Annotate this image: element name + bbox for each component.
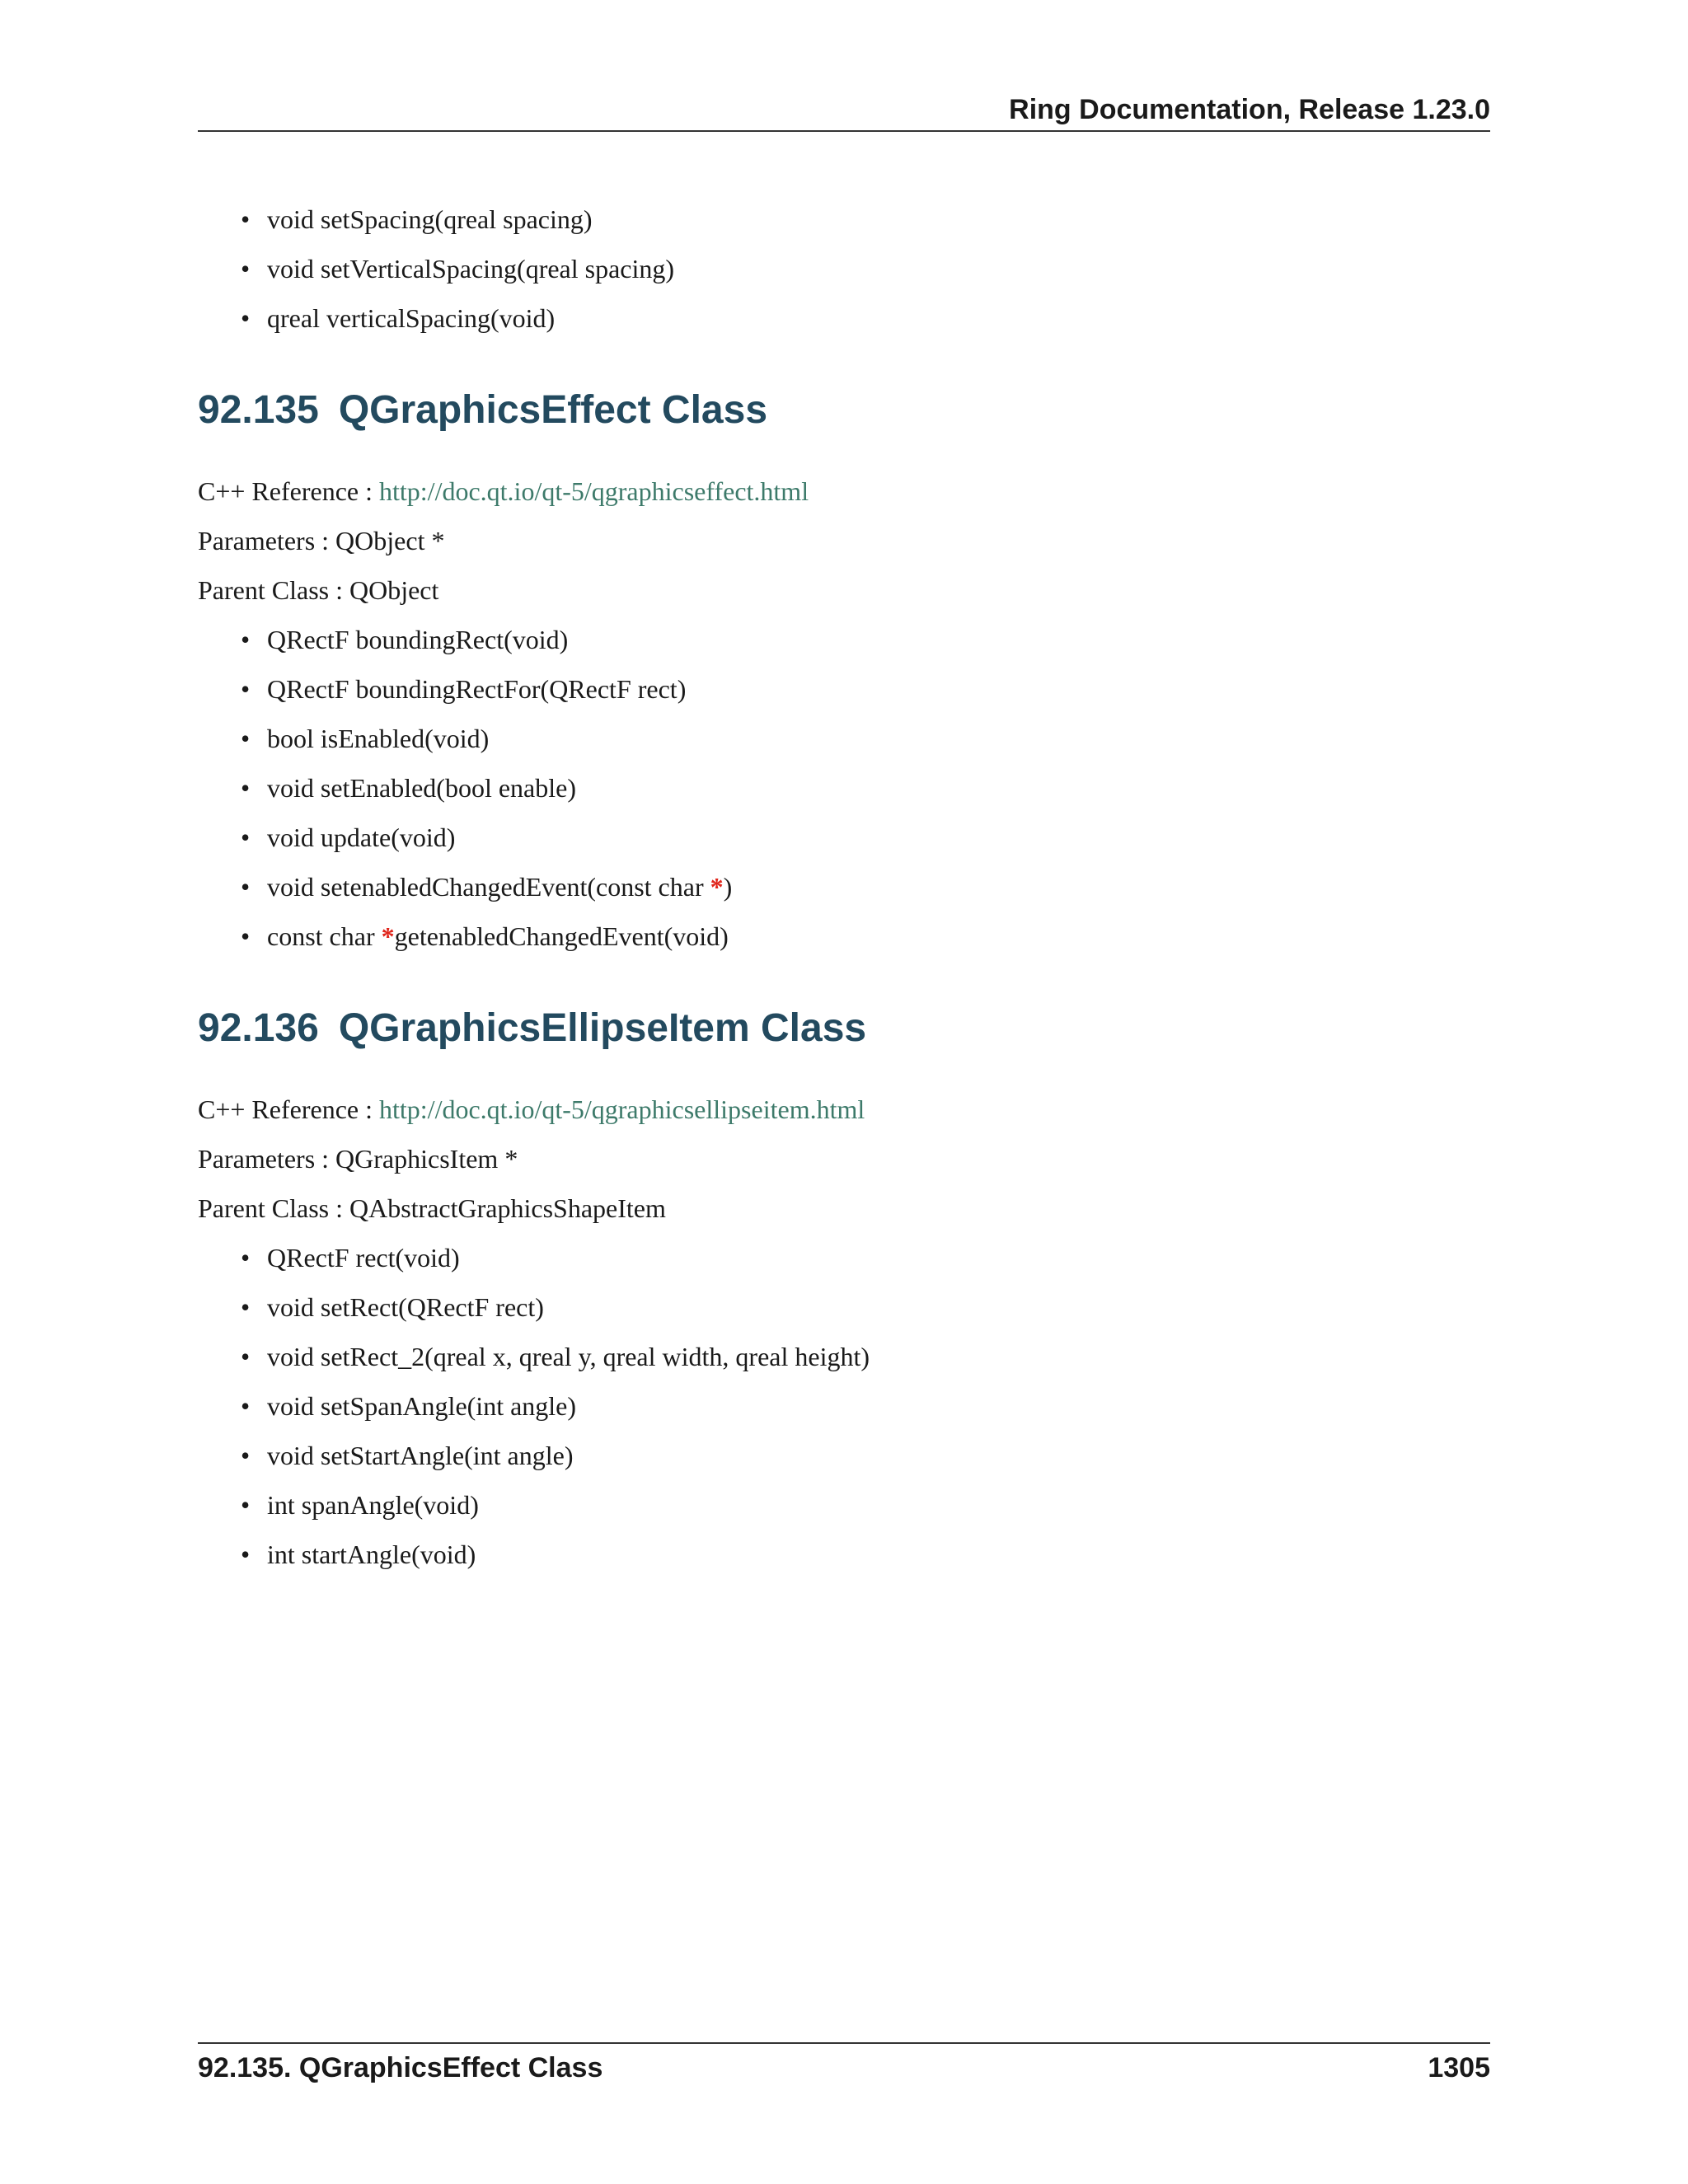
footer-rule — [198, 2042, 1490, 2044]
section-heading-qgraphicseffect — [198, 386, 1490, 435]
list-item: • void setSpanAngle(int angle) — [267, 1381, 1490, 1431]
parameters-value: QGraphicsItem * — [335, 1144, 518, 1174]
cpp-reference-line: C++ Reference : http://doc.qt.io/qt-5/qgraphicseffect.html — [198, 476, 809, 506]
section-title: QGraphicsEllipseItem Class — [338, 1006, 867, 1050]
parameters-value: QObject * — [335, 526, 445, 555]
list-item: • bool isEnabled(void) — [267, 714, 1490, 763]
page-content — [198, 194, 1490, 1579]
bullet-icon: • — [241, 724, 251, 753]
list-item: • QRectF boundingRect(void) — [267, 615, 1490, 664]
bullet-icon: • — [241, 1391, 251, 1421]
asterisk: * — [710, 872, 724, 902]
section-number: 92.136 — [198, 1006, 319, 1050]
bullet-icon: • — [241, 823, 251, 852]
list-item: • QRectF boundingRectFor(QRectF rect) — [267, 664, 1490, 714]
bullet-icon: • — [241, 773, 251, 803]
bullet-icon: • — [241, 625, 251, 654]
cpp-reference-link[interactable]: http://doc.qt.io/qt-5/qgraphicseffect.html — [379, 476, 809, 506]
page-number: 1305 — [1428, 2052, 1490, 2083]
parent-class-value: QAbstractGraphicsShapeItem — [349, 1193, 666, 1223]
bullet-icon: • — [241, 921, 251, 951]
section-heading-qgraphicsellipseitem — [198, 1004, 1490, 1053]
footer-section-title: 92.135. QGraphicsEffect Class — [198, 2052, 603, 2083]
list-item: • void setEnabled(bool enable) — [267, 763, 1490, 813]
list-item: • void setenabledChangedEvent(const char *) — [267, 862, 1490, 912]
bullet-icon: • — [241, 204, 251, 234]
cpp-reference-link[interactable]: http://doc.qt.io/qt-5/qgraphicsellipseitem.html — [379, 1094, 865, 1124]
document-page — [198, 0, 1490, 2184]
bullet-icon: • — [241, 1292, 251, 1322]
parent-class-value: QObject — [349, 575, 439, 605]
bullet-icon: • — [241, 303, 251, 333]
method-list-qgraphicseffect — [198, 615, 1490, 961]
section-number: 92.135 — [198, 388, 319, 432]
parent-class-line: Parent Class : QAbstractGraphicsShapeItem — [198, 1193, 666, 1223]
parent-class-line: Parent Class : QObject — [198, 575, 439, 605]
list-item: • void update(void) — [267, 813, 1490, 862]
cpp-reference-line: C++ Reference : http://doc.qt.io/qt-5/qgraphicsellipseitem.html — [198, 1094, 865, 1124]
bullet-icon: • — [241, 254, 251, 284]
list-item: • void setVerticalSpacing(qreal spacing) — [267, 244, 1490, 293]
running-header: Ring Documentation, Release 1.23.0 — [1009, 94, 1490, 125]
bullet-icon: • — [241, 872, 251, 902]
section-title: QGraphicsEffect Class — [338, 388, 768, 432]
list-item: • void setRect_2(qreal x, qreal y, qreal width, qreal height) — [267, 1332, 1490, 1381]
parameters-line: Parameters : QGraphicsItem * — [198, 1144, 518, 1174]
method-list-qgraphicsellipseitem — [198, 1233, 1490, 1579]
header-rule — [198, 130, 1490, 132]
bullet-icon: • — [241, 1441, 251, 1470]
list-item: • void setRect(QRectF rect) — [267, 1282, 1490, 1332]
list-item: • qreal verticalSpacing(void) — [267, 293, 1490, 343]
parameters-line: Parameters : QObject * — [198, 526, 445, 555]
list-item: • int startAngle(void) — [267, 1530, 1490, 1579]
asterisk: * — [381, 921, 395, 951]
bullet-icon: • — [241, 1243, 251, 1272]
list-item: • int spanAngle(void) — [267, 1480, 1490, 1530]
bullet-icon: • — [241, 1490, 251, 1520]
running-footer — [198, 2050, 1490, 2085]
bullet-icon: • — [241, 674, 251, 704]
bullet-icon: • — [241, 1540, 251, 1569]
list-item: • QRectF rect(void) — [267, 1233, 1490, 1282]
method-list-continued — [198, 194, 1490, 343]
list-item: • void setStartAngle(int angle) — [267, 1431, 1490, 1480]
list-item: • const char *getenabledChangedEvent(void) — [267, 912, 1490, 961]
list-item: • void setSpacing(qreal spacing) — [267, 194, 1490, 244]
bullet-icon: • — [241, 1342, 251, 1371]
